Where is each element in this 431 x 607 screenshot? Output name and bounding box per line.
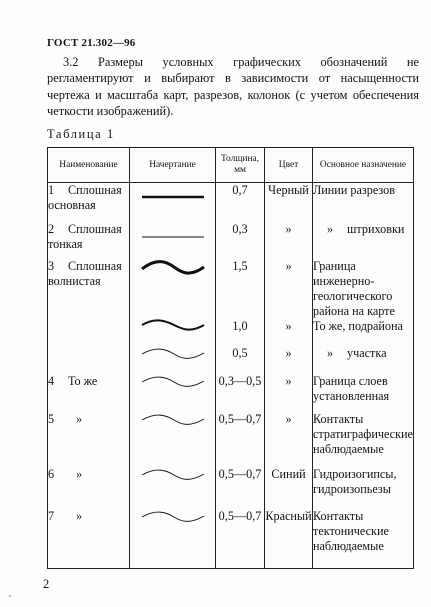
table-row [48,222,414,259]
cell-name: 2 Сплошная тонкая [48,222,130,259]
cell-color: Синий [265,467,313,509]
cell-color: Красный [265,509,313,569]
table-row [48,259,414,319]
cell-name [48,346,130,374]
scan-speck [9,595,11,597]
cell-color: » [265,412,313,467]
table-row [48,374,414,412]
cell-thickness: 0,3—0,5 [216,374,265,412]
cell-color: » [265,222,313,259]
cell-name [48,319,130,346]
cell-purpose: Контакты тектонические наблюдаемые [313,509,414,569]
cell-thickness: 0,7 [216,183,265,222]
line-sample-solid-thick [130,183,216,213]
table-row [48,467,414,509]
paragraph-3-2 [47,54,419,120]
cell-thickness: 0,5 [216,346,265,374]
cell-drawing [130,467,216,509]
cell-drawing [130,509,216,569]
cell-purpose: Граница слоев установленная [313,374,414,412]
page-number: 2 [43,577,50,591]
cell-drawing [130,346,216,374]
cell-drawing [130,412,216,467]
cell-name: 6 » [48,467,130,509]
cell-drawing [130,374,216,412]
cell-thickness: 0,5—0,7 [216,509,265,569]
table-row [48,319,414,346]
cell-thickness: 0,5—0,7 [216,412,265,467]
cell-thickness: 0,3 [216,222,265,259]
line-sample-wave-thin [130,467,216,489]
table-header-row [48,148,414,183]
cell-color: » [265,346,313,374]
cell-purpose: Гидроизогипсы, гидроизопьезы [313,467,414,509]
table-caption: Таблица 1 [47,127,115,141]
cell-color: » [265,374,313,412]
table-row [48,183,414,222]
line-sample-solid-thin [130,222,216,252]
table-row [48,509,414,569]
cell-name: 7 » [48,509,130,569]
cell-color: » [265,319,313,346]
cell-color: Черный [265,183,313,222]
cell-name: 3 Сплошная волнистая [48,259,130,319]
line-types-table [47,147,414,569]
cell-drawing [130,222,216,259]
cell-purpose: Контакты стратиграфические наблюдаемые [313,412,414,467]
header-drawing: Начертание [130,148,216,183]
cell-purpose: То же, подрайона [313,319,414,346]
header-color: Цвет [265,148,313,183]
line-sample-wave-thin [130,346,216,368]
cell-purpose: Линии разрезов [313,183,414,222]
cell-drawing [130,183,216,222]
document-header-code: ГОСТ 21.302—96 [47,37,136,49]
cell-drawing [130,319,216,346]
cell-color: » [265,259,313,319]
cell-thickness: 1,5 [216,259,265,319]
cell-drawing [130,259,216,319]
line-sample-wave-thin [130,509,216,531]
cell-thickness: 1,0 [216,319,265,346]
header-thickness: Толщина, мм [216,148,265,183]
cell-purpose: Граница инженерно-геологического района на карте [313,259,414,319]
table-row [48,346,414,374]
header-purpose: Основное назначение [313,148,414,183]
cell-name: 5 » [48,412,130,467]
line-sample-wave-thin [130,412,216,434]
cell-name: 4 То же [48,374,130,412]
header-name: Наименование [48,148,130,183]
line-sample-wave-thick [130,259,216,289]
table-row [48,412,414,467]
cell-purpose: » участка [313,346,414,374]
cell-name: 1 Сплошная основная [48,183,130,222]
paragraph-text: 3.2 Размеры условных графических обозначений не регламентируют и выбирают в зависимости от насыщенности чертежа и масштаба карт, разрезов, колонок (с учетом обеспечения четкости изображений). [47,55,419,119]
cell-purpose: » штриховки [313,222,414,259]
line-sample-wave-medium [130,319,216,341]
cell-thickness: 0,5—0,7 [216,467,265,509]
line-sample-wave-thin [130,374,216,396]
